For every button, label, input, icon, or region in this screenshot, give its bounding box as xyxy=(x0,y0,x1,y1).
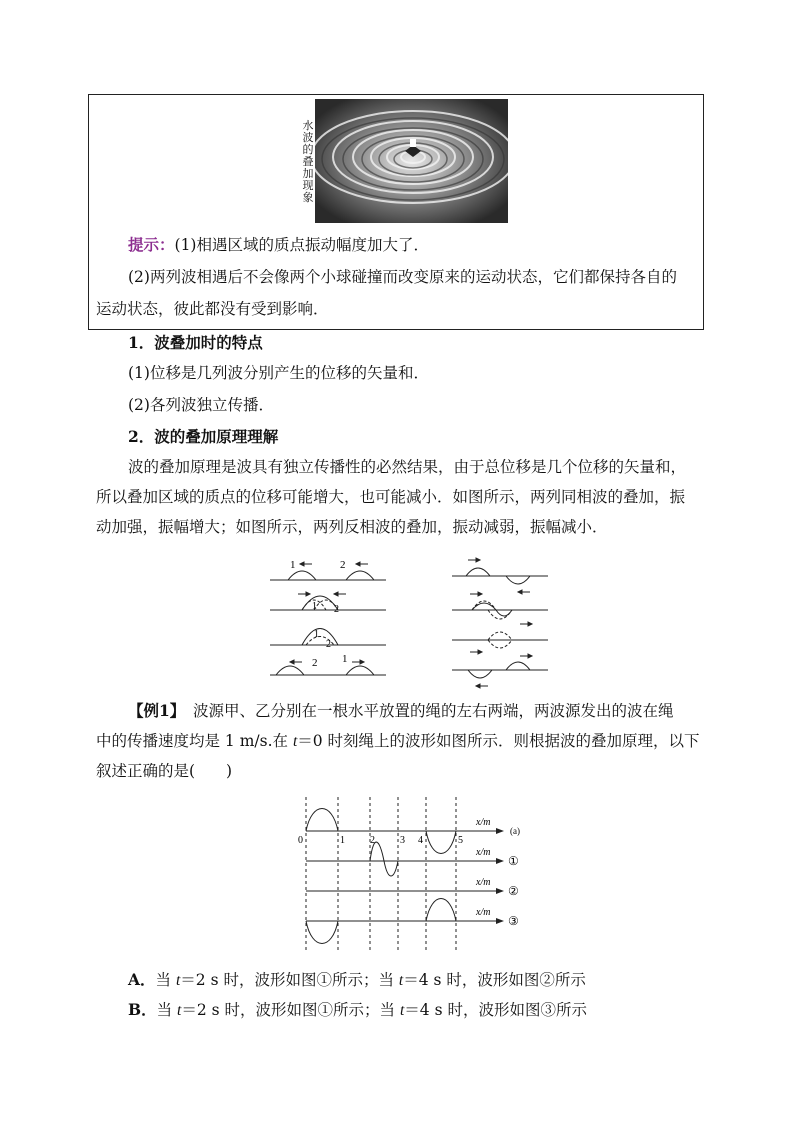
option-a-t2: t xyxy=(398,972,404,989)
superposition-figure xyxy=(262,552,562,690)
section2-heading: 2．波的叠加原理理解 xyxy=(128,427,279,446)
label-circle-1: ① xyxy=(508,854,519,868)
option-a-p1: 当 xyxy=(155,971,176,989)
option-a-p3: ＝4 s 时，波形如图②所示 xyxy=(403,971,586,989)
fig1-label-1d: 1 xyxy=(342,653,348,665)
axis-label-3: x/m xyxy=(476,907,491,918)
hint-text-1: (1)相遇区域的质点振动幅度加大了． xyxy=(174,236,429,254)
example-line-3: 叙述正确的是( ) xyxy=(96,762,233,780)
option-b-p2: ＝2 s 时，波形如图①所示；当 xyxy=(181,1001,400,1019)
hint-line-2: (2)两列波相遇后不会像两个小球碰撞而改变原来的运动状态，它们都保持各自的 xyxy=(128,268,677,286)
example-text-1: 波源甲、乙分别在一根水平放置的绳的左右两端，两波源发出的波在绳 xyxy=(177,702,674,720)
option-a-letter: A． xyxy=(128,970,156,989)
tick-2: 2 xyxy=(370,835,375,846)
option-b-p1: 当 xyxy=(156,1001,178,1019)
tick-0: 0 xyxy=(298,835,303,846)
section2-p2: 所以叠加区域的质点的位移可能增大，也可能减小．如图所示，两列同相波的叠加，振 xyxy=(96,488,686,506)
option-b xyxy=(128,994,587,1027)
wave-figure xyxy=(292,795,528,953)
section2-p3: 动加强，振幅增大；如图所示，两列反相波的叠加，振动减弱，振幅减小． xyxy=(96,518,608,536)
tick-4: 4 xyxy=(418,835,423,846)
water-ripple-photo xyxy=(315,99,508,223)
option-b-p3: ＝4 s 时，波形如图③所示 xyxy=(404,1001,587,1019)
fig1-label-1a: 1 xyxy=(290,559,296,571)
example-tag: 【例1】 xyxy=(128,701,178,720)
hint-line-3: 运动状态，彼此都没有受到影响． xyxy=(96,300,329,318)
example-text-2b: ＝0 时刻绳上的波形如图所示．则根据波的叠加原理，以下 xyxy=(297,732,700,750)
label-circle-3: ③ xyxy=(508,914,519,928)
label-a: (a) xyxy=(510,826,520,836)
option-a xyxy=(128,964,586,997)
axis-label-2: x/m xyxy=(476,877,491,888)
axis-label-a: x/m xyxy=(476,817,491,828)
label-circle-2: ② xyxy=(508,884,519,898)
section1-item2: (2)各列波独立传播． xyxy=(128,396,274,414)
option-a-p2: ＝2 s 时，波形如图①所示；当 xyxy=(180,971,399,989)
example-line-2 xyxy=(96,725,700,758)
hint-line-1 xyxy=(128,229,429,261)
fig1-label-1c: 1 xyxy=(314,629,319,640)
water-photo-caption: 水波的叠加现象 xyxy=(302,119,314,204)
fig1-label-2d: 2 xyxy=(312,657,318,669)
example-line-1 xyxy=(128,695,674,727)
option-a-t1: t xyxy=(175,972,181,989)
option-b-t2: t xyxy=(399,1002,405,1019)
section1-heading: 1．波叠加时的特点 xyxy=(128,333,263,352)
tick-3: 3 xyxy=(400,835,405,846)
fig1-label-2b: 2 xyxy=(334,604,339,615)
hint-label: 提示： xyxy=(128,235,175,254)
option-b-letter: B． xyxy=(128,1000,157,1019)
tick-1: 1 xyxy=(340,835,345,846)
fig1-label-2a: 2 xyxy=(340,559,346,571)
example-text-2a: 中的传播速度均是 1 m/s.在 xyxy=(96,732,293,750)
section2-p1: 波的叠加原理是波具有独立传播性的必然结果，由于总位移是几个位移的矢量和， xyxy=(128,458,687,476)
axis-label-1: x/m xyxy=(476,847,491,858)
fig1-label-2c: 2 xyxy=(326,639,331,650)
tick-5: 5 xyxy=(458,835,463,846)
fig1-label-1b: 1 xyxy=(312,601,317,612)
option-b-t1: t xyxy=(177,1002,182,1019)
example-t: t xyxy=(292,733,298,750)
section1-item1: (1)位移是几列波分别产生的位移的矢量和． xyxy=(128,364,429,382)
